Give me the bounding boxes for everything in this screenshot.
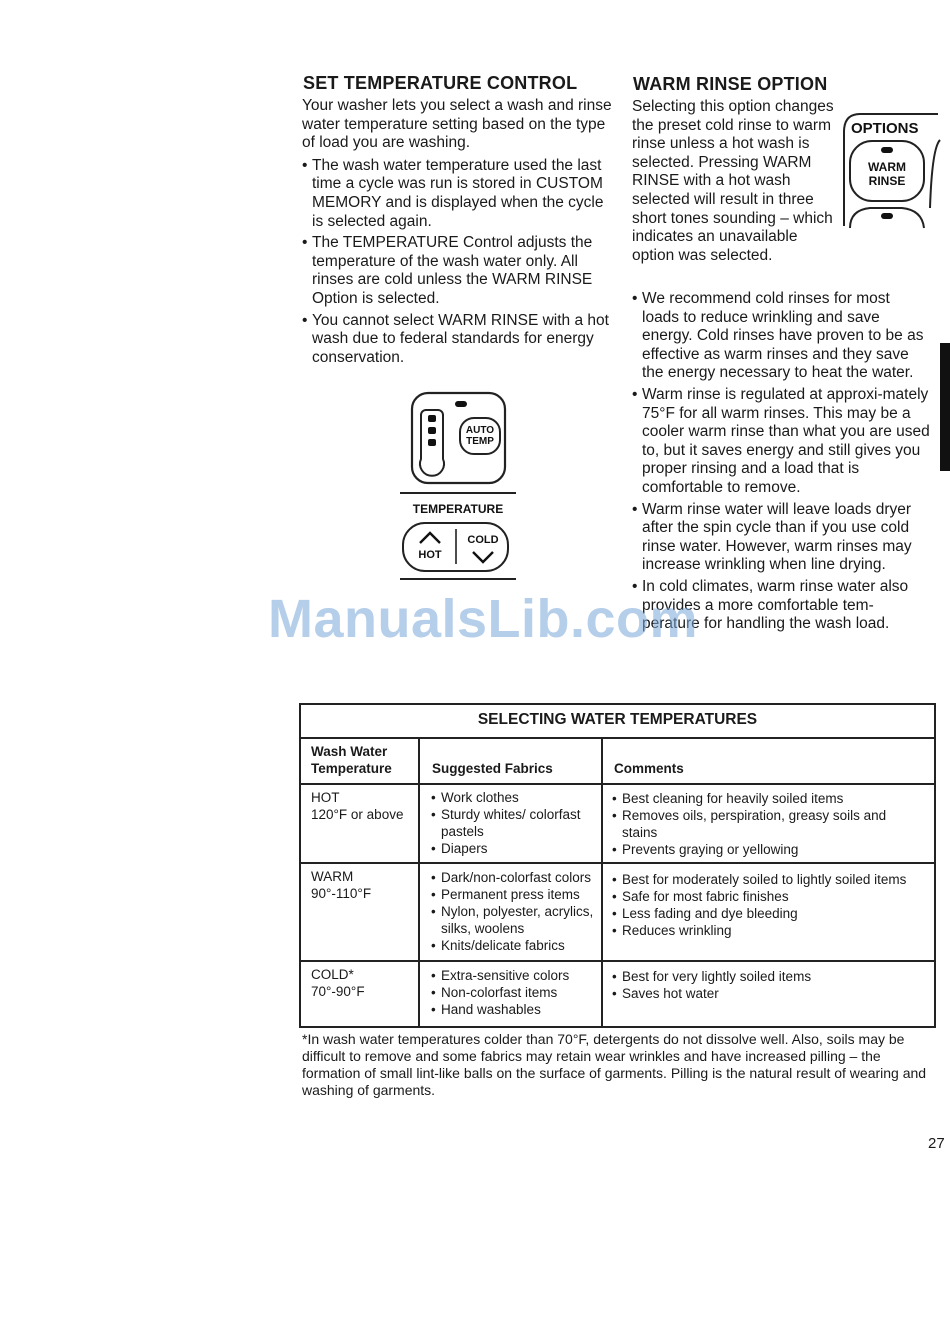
list-item: • Work clothes — [431, 789, 599, 806]
set-temperature-heading: SET TEMPERATURE CONTROL — [303, 73, 578, 93]
chevron-down-icon — [473, 552, 493, 562]
warm-rinse-button-line1: WARM — [868, 160, 906, 174]
watermark: ManualsLib.com — [268, 589, 699, 649]
column-header-fabrics: Suggested Fabrics — [432, 761, 553, 776]
list-item: • Prevents graying or yellowing — [612, 841, 917, 858]
page-number: 27 — [928, 1135, 945, 1152]
list-item: • Removes oils, perspiration, greasy soils and stains — [612, 807, 917, 841]
temperature-label: TEMPERATURE — [412, 502, 504, 516]
list-item: • In cold climates, warm rinse water also provides a more comfortable tem-perature for handling the wash load. — [632, 578, 930, 634]
section-tab-marker — [940, 343, 950, 471]
list-item: • Warm rinse water will leave loads dryer after the spin cycle than if you use cold rinse water. However, warm rinses may increase wrinkling when line drying. — [632, 501, 930, 575]
column-header-temperature: Wash Water Temperature — [311, 744, 392, 776]
list-item: • Reduces wrinkling — [612, 922, 930, 939]
indicator-light — [455, 401, 467, 407]
table-row: HOT 120°F or above — [311, 790, 404, 822]
list-item: • Warm rinse is regulated at approxi-mately 75°F for all warm rinses. This may be a cooler warm rinse than what you are used to, but it saves energy and still gives you proper rinsing and a load that is comfortable to remove. — [632, 386, 930, 498]
list-item: • Safe for most fabric finishes — [612, 888, 930, 905]
list-item: • Knits/delicate fabrics — [431, 937, 599, 954]
comments-cell — [612, 871, 930, 939]
fabrics-cell — [431, 967, 599, 1018]
options-panel-illustration — [838, 108, 942, 232]
indicator-light — [881, 213, 893, 219]
fabrics-cell — [431, 789, 599, 857]
auto-temp-line2: TEMP — [466, 436, 494, 447]
temperature-rocker-button[interactable] — [403, 523, 508, 571]
adjacent-button-edge — [930, 140, 940, 208]
temperature-panel-illustration — [395, 388, 520, 583]
auto-temp-button[interactable] — [460, 418, 500, 454]
list-item: • Extra-sensitive colors — [431, 967, 599, 984]
table-row: COLD* 70°-90°F — [311, 967, 365, 999]
list-item: • Less fading and dye bleeding — [612, 905, 930, 922]
table-title: SELECTING WATER TEMPERATURES — [477, 711, 758, 728]
comments-cell — [612, 790, 917, 858]
auto-temp-line1: AUTO — [465, 425, 495, 436]
cold-label: COLD — [467, 534, 499, 546]
table-footnote: *In wash water temperatures colder than 70°F, detergents do not dissolve well. Also, soils may be difficult to remove and some fabrics may retain wear wrinkles and have increased pilling – the formation of small lint-like balls on the surface of garments. Pilling is the natural result of wearing and washing of garments. — [302, 1031, 927, 1098]
list-item: • Dark/non-colorfast colors — [431, 869, 599, 886]
list-item: • The wash water temperature used the last time a cycle was run is stored in CUSTOM MEMORY and is displayed when the cycle is selected again. — [302, 157, 612, 231]
list-item: • Saves hot water — [612, 985, 917, 1002]
options-label: OPTIONS — [851, 120, 919, 137]
list-item: • You cannot select WARM RINSE with a hot wash due to federal standards for energy conservation. — [302, 312, 612, 368]
thermometer-icon — [420, 410, 444, 476]
table-row: WARM 90°-110°F — [311, 869, 372, 901]
column-header-comments: Comments — [614, 761, 684, 776]
set-temperature-intro: Your washer lets you select a wash and rinse water temperature setting based on the type of load you are washing. — [302, 97, 612, 152]
list-item: • Hand washables — [431, 1001, 599, 1018]
list-item: • Sturdy whites/ colorfast pastels — [431, 806, 599, 840]
warm-rinse-button[interactable] — [850, 141, 924, 201]
list-item: • Nylon, polyester, acrylics, silks, woolens — [431, 903, 599, 937]
warm-rinse-heading: WARM RINSE OPTION — [633, 74, 828, 94]
list-item: • We recommend cold rinses for most loads to reduce wrinkling and save energy. Cold rinses have proven to be as effective as warm rinses and they save the energy necessary to heat the water. — [632, 290, 930, 383]
hot-label: HOT — [418, 549, 442, 561]
list-item: • Best for very lightly soiled items — [612, 968, 917, 985]
set-temperature-bullets — [302, 157, 612, 368]
list-item: • Best cleaning for heavily soiled items — [612, 790, 917, 807]
warm-rinse-bullets — [632, 290, 930, 634]
chevron-up-icon — [420, 533, 440, 543]
warm-rinse-intro: Selecting this option changes the preset cold rinse to warm rinse unless a hot wash is selected. Pressing WARM RINSE with a hot wash selected will result in three short tones sounding – which indicates an unavailable option was selected. — [632, 98, 834, 264]
comments-cell — [612, 968, 917, 1002]
list-item: • Non-colorfast items — [431, 984, 599, 1001]
set-temperature-section — [302, 97, 612, 367]
list-item: • Diapers — [431, 840, 599, 857]
list-item: • Best for moderately soiled to lightly soiled items — [612, 871, 930, 888]
list-item: • The TEMPERATURE Control adjusts the temperature of the wash water only. All rinses are cold unless the WARM RINSE Option is selected. — [302, 234, 612, 308]
fabrics-cell — [431, 869, 599, 954]
indicator-light — [881, 147, 893, 153]
list-item: • Permanent press items — [431, 886, 599, 903]
warm-rinse-button-line2: RINSE — [868, 174, 906, 188]
